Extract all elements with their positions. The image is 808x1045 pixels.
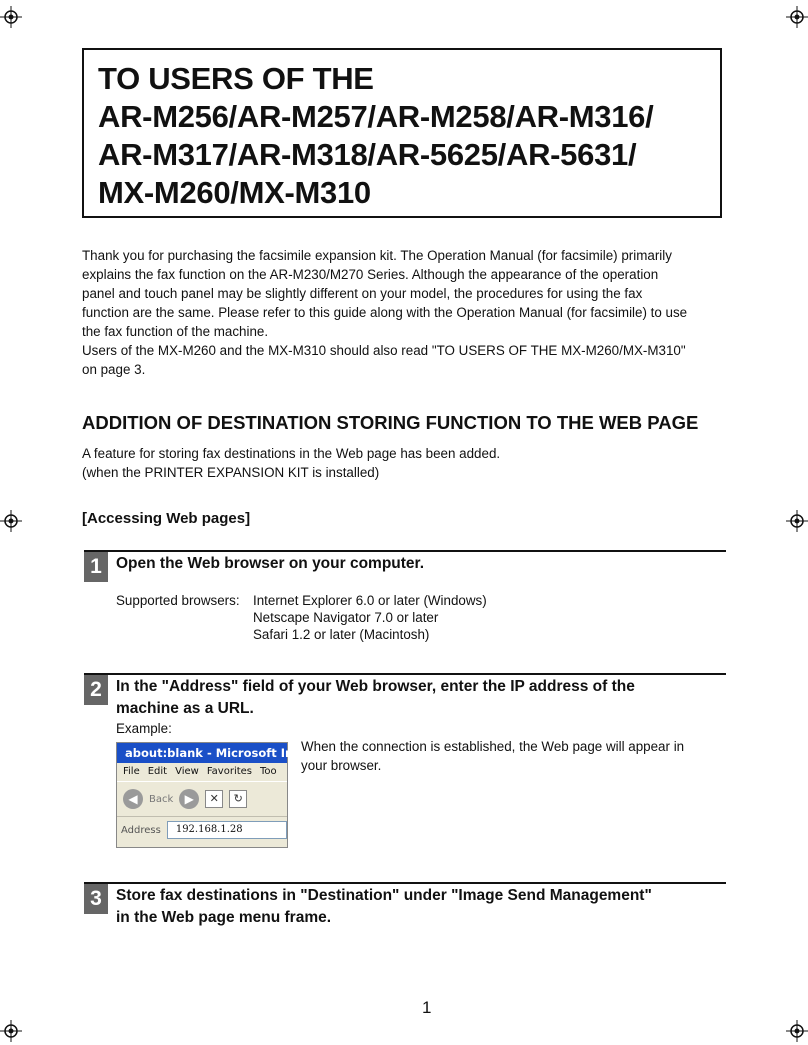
- step-divider: [84, 673, 726, 675]
- page-title-line: AR-M256/AR-M257/AR-M258/AR-M316/: [98, 99, 654, 134]
- step-number-badge: 3: [84, 884, 108, 914]
- intro-line: function are the same. Please refer to this guide along with the Operation Manual (for facsimile) to use: [82, 305, 688, 320]
- step-number-badge: 2: [84, 675, 108, 705]
- intro-line: Thank you for purchasing the facsimile expansion kit. The Operation Manual (for facsimile) primarily: [82, 248, 672, 263]
- example-label: Example:: [116, 721, 172, 736]
- intro-line: panel and touch panel may be slightly different on your model, the procedures for using the fax: [82, 286, 643, 301]
- step-divider: [84, 882, 726, 884]
- title-box: [82, 48, 722, 218]
- forward-arrow-icon: ▶: [179, 789, 199, 809]
- browser-item: Netscape Navigator 7.0 or later: [253, 610, 439, 625]
- browser-menu-view: View: [175, 766, 199, 777]
- section-description: [82, 444, 732, 482]
- registration-mark-icon: [0, 510, 22, 532]
- stop-icon: ✕: [205, 790, 223, 808]
- browser-item: Internet Explorer 6.0 or later (Windows): [253, 593, 487, 608]
- browser-item: Safari 1.2 or later (Macintosh): [253, 627, 430, 642]
- browser-menubar: [117, 763, 287, 781]
- step-note-line: When the connection is established, the Web page will appear in: [301, 739, 685, 754]
- registration-mark-icon: [0, 1020, 22, 1042]
- registration-mark-icon: [786, 1020, 808, 1042]
- step-title: [116, 676, 726, 720]
- registration-mark-icon: [786, 510, 808, 532]
- supported-browsers-label: Supported browsers:: [116, 593, 240, 608]
- browser-address-bar: [117, 817, 287, 843]
- refresh-icon: ↻: [229, 790, 247, 808]
- step-title-line: machine as a URL.: [116, 700, 254, 717]
- sub-heading: [Accessing Web pages]: [82, 510, 251, 527]
- page-title-line: MX-M260/MX-M310: [98, 175, 371, 210]
- browser-menu-file: File: [123, 766, 140, 777]
- page-title-line: TO USERS OF THE: [98, 61, 374, 96]
- address-field: 192.168.1.28: [167, 821, 287, 839]
- section-line: A feature for storing fax destinations in the Web page has been added.: [82, 446, 501, 461]
- intro-line: Users of the MX-M260 and the MX-M310 should also read "TO USERS OF THE MX-M260/MX-M310": [82, 343, 686, 358]
- page-title-line: AR-M317/AR-M318/AR-5625/AR-5631/: [98, 137, 637, 172]
- browser-menu-favorites: Favorites: [206, 766, 253, 777]
- address-label: Address: [121, 824, 161, 836]
- step-divider: [84, 550, 726, 552]
- section-line: (when the PRINTER EXPANSION KIT is installed): [82, 465, 380, 480]
- intro-line: the fax function of the machine.: [82, 324, 269, 339]
- browser-menu-edit: Edit: [147, 766, 168, 777]
- browser-example-screenshot: [116, 742, 307, 848]
- step-title-line: In the "Address" field of your Web browser, enter the IP address of the: [116, 678, 635, 695]
- step-title-line: Store fax destinations in "Destination" under "Image Send Management": [116, 887, 652, 904]
- registration-mark-icon: [0, 6, 22, 28]
- section-heading: ADDITION OF DESTINATION STORING FUNCTION TO THE WEB PAGE: [82, 412, 699, 433]
- back-arrow-icon: ◀: [123, 789, 143, 809]
- step-title-line: in the Web page menu frame.: [116, 909, 332, 926]
- back-label: Back: [149, 793, 174, 805]
- browser-toolbar: [117, 781, 287, 817]
- registration-mark-icon: [786, 6, 808, 28]
- step-title: [116, 885, 726, 929]
- intro-line: on page 3.: [82, 362, 146, 377]
- step-number-badge: 1: [84, 552, 108, 582]
- page-number: 1: [422, 998, 432, 1017]
- intro-paragraph: [82, 246, 732, 379]
- browser-window-title: about:blank - Microsoft Inte: [125, 746, 307, 760]
- step-title: Open the Web browser on your computer.: [116, 555, 425, 572]
- intro-line: explains the fax function on the AR-M230/M270 Series. Although the appearance of the operation: [82, 267, 659, 282]
- browser-titlebar: [117, 743, 307, 763]
- step-note-line: your browser.: [301, 758, 382, 773]
- browser-menu-tools: Too: [260, 766, 277, 777]
